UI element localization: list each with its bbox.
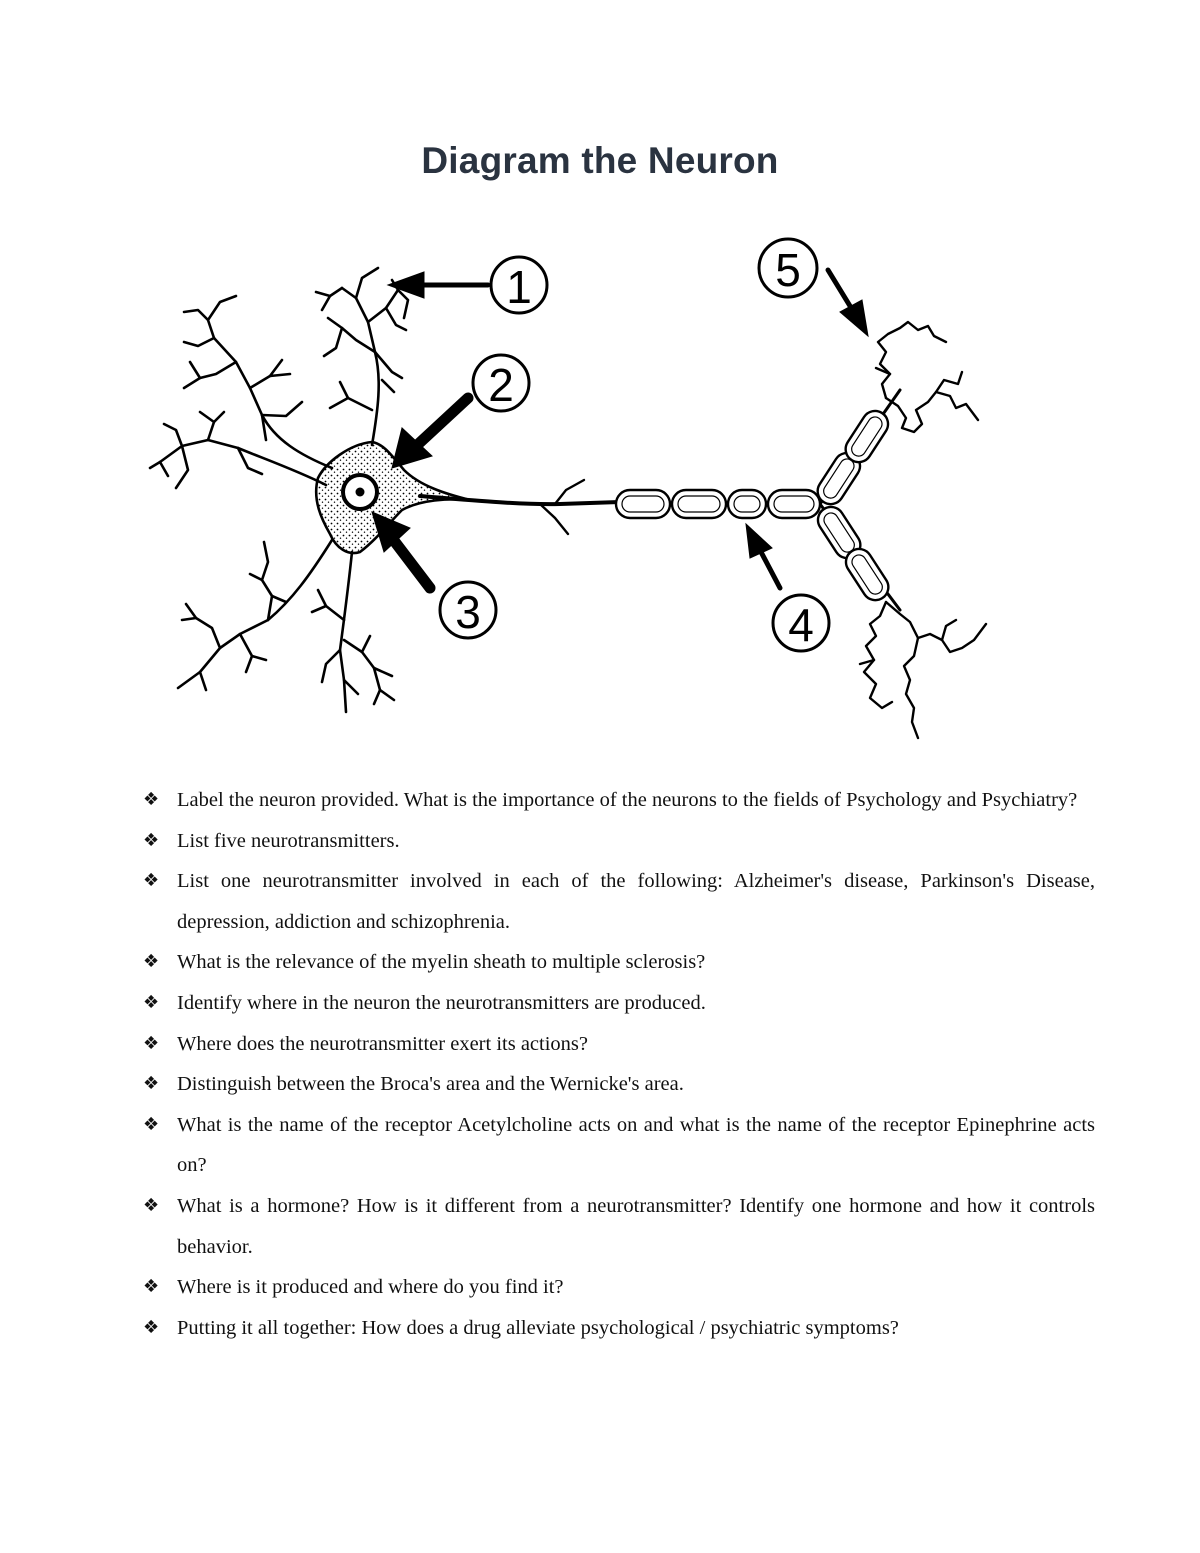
list-item: ❖ What is the name of the receptor Acetylcholine acts on and what is the name of the receptor Epinephrine acts on? [140,1105,1095,1186]
diamond-bullet-icon: ❖ [143,1073,160,1095]
label-2-number: 2 [488,359,514,411]
neuron-diagram [0,220,1200,760]
label-arrows [372,270,868,588]
list-item: ❖ Label the neuron provided. What is the importance of the neurons to the fields of Psychology and Psychiatry? [140,780,1095,821]
label-3 [440,582,496,638]
list-item: ❖ What is the relevance of the myelin sheath to multiple sclerosis? [140,942,1095,983]
label-4 [773,595,829,651]
label-1 [491,257,547,313]
label-2 [473,355,529,411]
axon-terminals [860,322,986,738]
myelin-sheath [616,406,893,605]
label-3-number: 3 [455,586,481,638]
label-4-number: 4 [788,599,814,651]
list-item: ❖ Distinguish between the Broca's area and the Wernicke's area. [140,1064,1095,1105]
list-item: ❖ Identify where in the neuron the neurotransmitters are produced. [140,983,1095,1024]
diamond-bullet-icon: ❖ [143,1032,160,1054]
list-item: ❖ List one neurotransmitter involved in each of the following: Alzheimer's disease, Parkinson's Disease, depression, addiction and schizophrenia. [140,861,1095,942]
list-item: ❖ What is a hormone? How is it different from a neurotransmitter? Identify one hormone and how it controls behavior. [140,1186,1095,1267]
list-item: ❖ Where is it produced and where do you find it? [140,1267,1095,1308]
diamond-bullet-icon: ❖ [143,1113,160,1135]
page-title: Diagram the Neuron [421,140,779,181]
diamond-bullet-icon: ❖ [143,1194,160,1216]
diamond-bullet-icon: ❖ [143,951,160,973]
label-5 [759,239,817,297]
diamond-bullet-icon: ❖ [143,789,160,810]
label-5-number: 5 [775,244,801,296]
label-1-number: 1 [506,261,532,313]
nucleolus [356,488,365,497]
diamond-bullet-icon: ❖ [143,829,160,851]
question-list [140,780,1095,1348]
diamond-bullet-icon: ❖ [143,1316,160,1338]
diamond-bullet-icon: ❖ [143,870,160,892]
list-item: ❖ List five neurotransmitters. [140,821,1095,862]
list-item: ❖ Where does the neurotransmitter exert its actions? [140,1024,1095,1065]
diamond-bullet-icon: ❖ [143,1276,160,1298]
diamond-bullet-icon: ❖ [143,991,160,1013]
list-item: ❖ Putting it all together: How does a drug alleviate psychological / psychiatric symptoms? [140,1308,1095,1349]
